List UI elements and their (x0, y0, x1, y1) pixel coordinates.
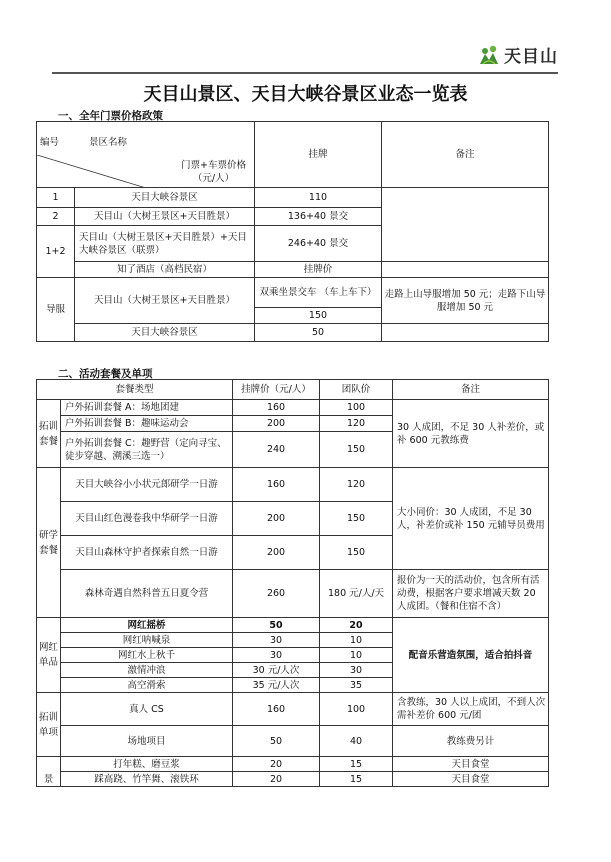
header-price-unit: （元/人） (192, 172, 235, 184)
item-group: 20 (320, 618, 393, 633)
row-price: 50 (255, 324, 382, 342)
item-name: 户外拓训套餐 A：场地团建 (61, 400, 233, 416)
group-note: 30 人成团，不足 30 人补差价，或补 600 元教练费 (393, 400, 549, 468)
item-name: 网红水上秋千 (61, 648, 233, 663)
item-group: 150 (320, 502, 393, 536)
item-group: 10 (320, 648, 393, 663)
group-label: 拓训单项 (37, 693, 61, 757)
item-name: 打年糕、磨豆浆 (61, 757, 233, 772)
section1-heading: 一、全年门票价格政策 (58, 110, 163, 122)
row-price: 246+40 景交 (255, 226, 382, 262)
row-note-empty (382, 188, 549, 262)
item-note: 天目食堂 (393, 757, 549, 772)
item-group: 150 (320, 536, 393, 570)
table-row (37, 262, 549, 278)
row-name: 知了酒店（高档民宿） (75, 262, 255, 278)
tree-logo-icon (478, 44, 500, 66)
table-row (37, 618, 549, 633)
item-name: 森林奇遇自然科普五日夏令营 (61, 570, 233, 618)
table-row (37, 693, 549, 726)
header-rule (52, 72, 558, 74)
item-name: 天目山森林守护者探索自然一日游 (61, 536, 233, 570)
header-name: 景区名称 (89, 136, 128, 148)
row-name: 天目大峡谷景区 (75, 324, 255, 342)
item-listed: 30 (233, 633, 320, 648)
row-note-empty (382, 262, 549, 278)
item-name: 场地项目 (61, 726, 233, 757)
item-group: 150 (320, 432, 393, 468)
item-name: 激情冲浪 (61, 663, 233, 678)
item-listed: 20 (233, 757, 320, 772)
item-name: 户外拓训套餐 B：趣味运动会 (61, 416, 233, 432)
group-note: 配音乐营造氛围，适合拍抖音 (393, 618, 549, 693)
item-listed: 160 (233, 693, 320, 726)
table-row (37, 324, 549, 342)
item-group: 120 (320, 468, 393, 502)
item-group: 180 元/人/天 (320, 570, 393, 618)
ticket-price-table (36, 121, 549, 342)
activity-package-table (36, 379, 549, 787)
header-price (181, 159, 246, 185)
item-group: 15 (320, 772, 393, 787)
row-price: 136+40 景交 (255, 208, 382, 226)
item-name: 网红呐喊泉 (61, 633, 233, 648)
item-name: 真人 CS (61, 693, 233, 726)
group-label: 拓训套餐 (37, 400, 61, 468)
item-group: 35 (320, 678, 393, 693)
logo-text: 天目山 (504, 47, 558, 67)
item-group: 15 (320, 757, 393, 772)
row-note: 走路上山导服增加 50 元；走路下山导服增加 50 元 (382, 278, 549, 324)
item-listed: 20 (233, 772, 320, 787)
header-price-label: 门票+车票价格 (181, 159, 246, 171)
guide-label: 导服 (37, 278, 75, 342)
header-note: 备注 (393, 380, 549, 400)
header-note: 备注 (382, 122, 549, 188)
table-row (37, 726, 549, 757)
item-name: 天目大峡谷小小状元郎研学一日游 (61, 468, 233, 502)
item-listed: 50 (233, 618, 320, 633)
header-listed: 挂牌 (255, 122, 382, 188)
row-price: 双乘坐景交车 （车上车下） (255, 278, 382, 308)
row-note-empty (382, 324, 549, 342)
item-listed: 30 元/人次 (233, 663, 320, 678)
row-price: 150 (255, 308, 382, 324)
table-row (37, 468, 549, 502)
item-group: 100 (320, 693, 393, 726)
item-group: 120 (320, 416, 393, 432)
group-note-2: 报价为一天的活动价，包含所有活动费，根据客户要求增减天数 20 人成团。（餐和住宿不含） (393, 570, 549, 618)
item-name: 户外拓训套餐 C：趣野营（定向寻宝、徒步穿越、溯溪三选一） (61, 432, 233, 468)
item-listed: 50 (233, 726, 320, 757)
item-group: 10 (320, 633, 393, 648)
row-name: 天目大峡谷景区 (75, 188, 255, 208)
group-label: 研学套餐 (37, 468, 61, 618)
logo (478, 42, 558, 67)
table-row (37, 772, 549, 787)
item-listed: 35 元/人次 (233, 678, 320, 693)
item-name: 天目山红色漫卷我中华研学一日游 (61, 502, 233, 536)
item-listed: 200 (233, 536, 320, 570)
header-diagonal-cell (37, 122, 255, 188)
item-note: 含教练，30 人以上成团，不到人次需补差价 600 元/团 (393, 693, 549, 726)
table-row (37, 278, 549, 308)
item-listed: 30 (233, 648, 320, 663)
item-name: 高空滑索 (61, 678, 233, 693)
item-group: 100 (320, 400, 393, 416)
item-note: 教练费另计 (393, 726, 549, 757)
row-no: 1 (37, 188, 75, 208)
item-group: 40 (320, 726, 393, 757)
header-type: 套餐类型 (37, 380, 233, 400)
item-note: 天目食堂 (393, 772, 549, 787)
row-no: 2 (37, 208, 75, 226)
header-group: 团队价 (320, 380, 393, 400)
table-row (37, 757, 549, 772)
page-title: 天目山景区、天目大峡谷景区业态一览表 (143, 84, 468, 105)
header-listed: 挂牌价（元/人） (233, 380, 320, 400)
table-row (37, 570, 549, 618)
table-row (37, 400, 549, 416)
row-name: 天目山（大树王景区+天目胜景） (75, 278, 255, 324)
item-listed: 200 (233, 502, 320, 536)
item-name: 网红摇桥 (61, 618, 233, 633)
item-listed: 160 (233, 468, 320, 502)
group-note: 大小同价：30 人成团，不足 30 人，补差价或补 150 元辅导员费用 (393, 468, 549, 570)
row-price: 挂牌价 (255, 262, 382, 278)
item-listed: 260 (233, 570, 320, 618)
item-listed: 240 (233, 432, 320, 468)
group-label: 网红单品 (37, 618, 61, 693)
item-listed: 200 (233, 416, 320, 432)
table-row (37, 188, 549, 208)
item-listed: 160 (233, 400, 320, 416)
row-price: 110 (255, 188, 382, 208)
row-name: 天目山（大树王景区+天目胜景）+天目大峡谷景区（联票） (75, 226, 255, 262)
header-no: 编号 (40, 136, 60, 148)
item-group: 30 (320, 663, 393, 678)
section2-heading: 二、活动套餐及单项 (58, 368, 153, 380)
item-name: 踩高跷、竹竿舞、滚铁环 (61, 772, 233, 787)
group-label: 景 (37, 757, 61, 787)
row-no: 1+2 (37, 226, 75, 278)
row-name: 天目山（大树王景区+天目胜景） (75, 208, 255, 226)
